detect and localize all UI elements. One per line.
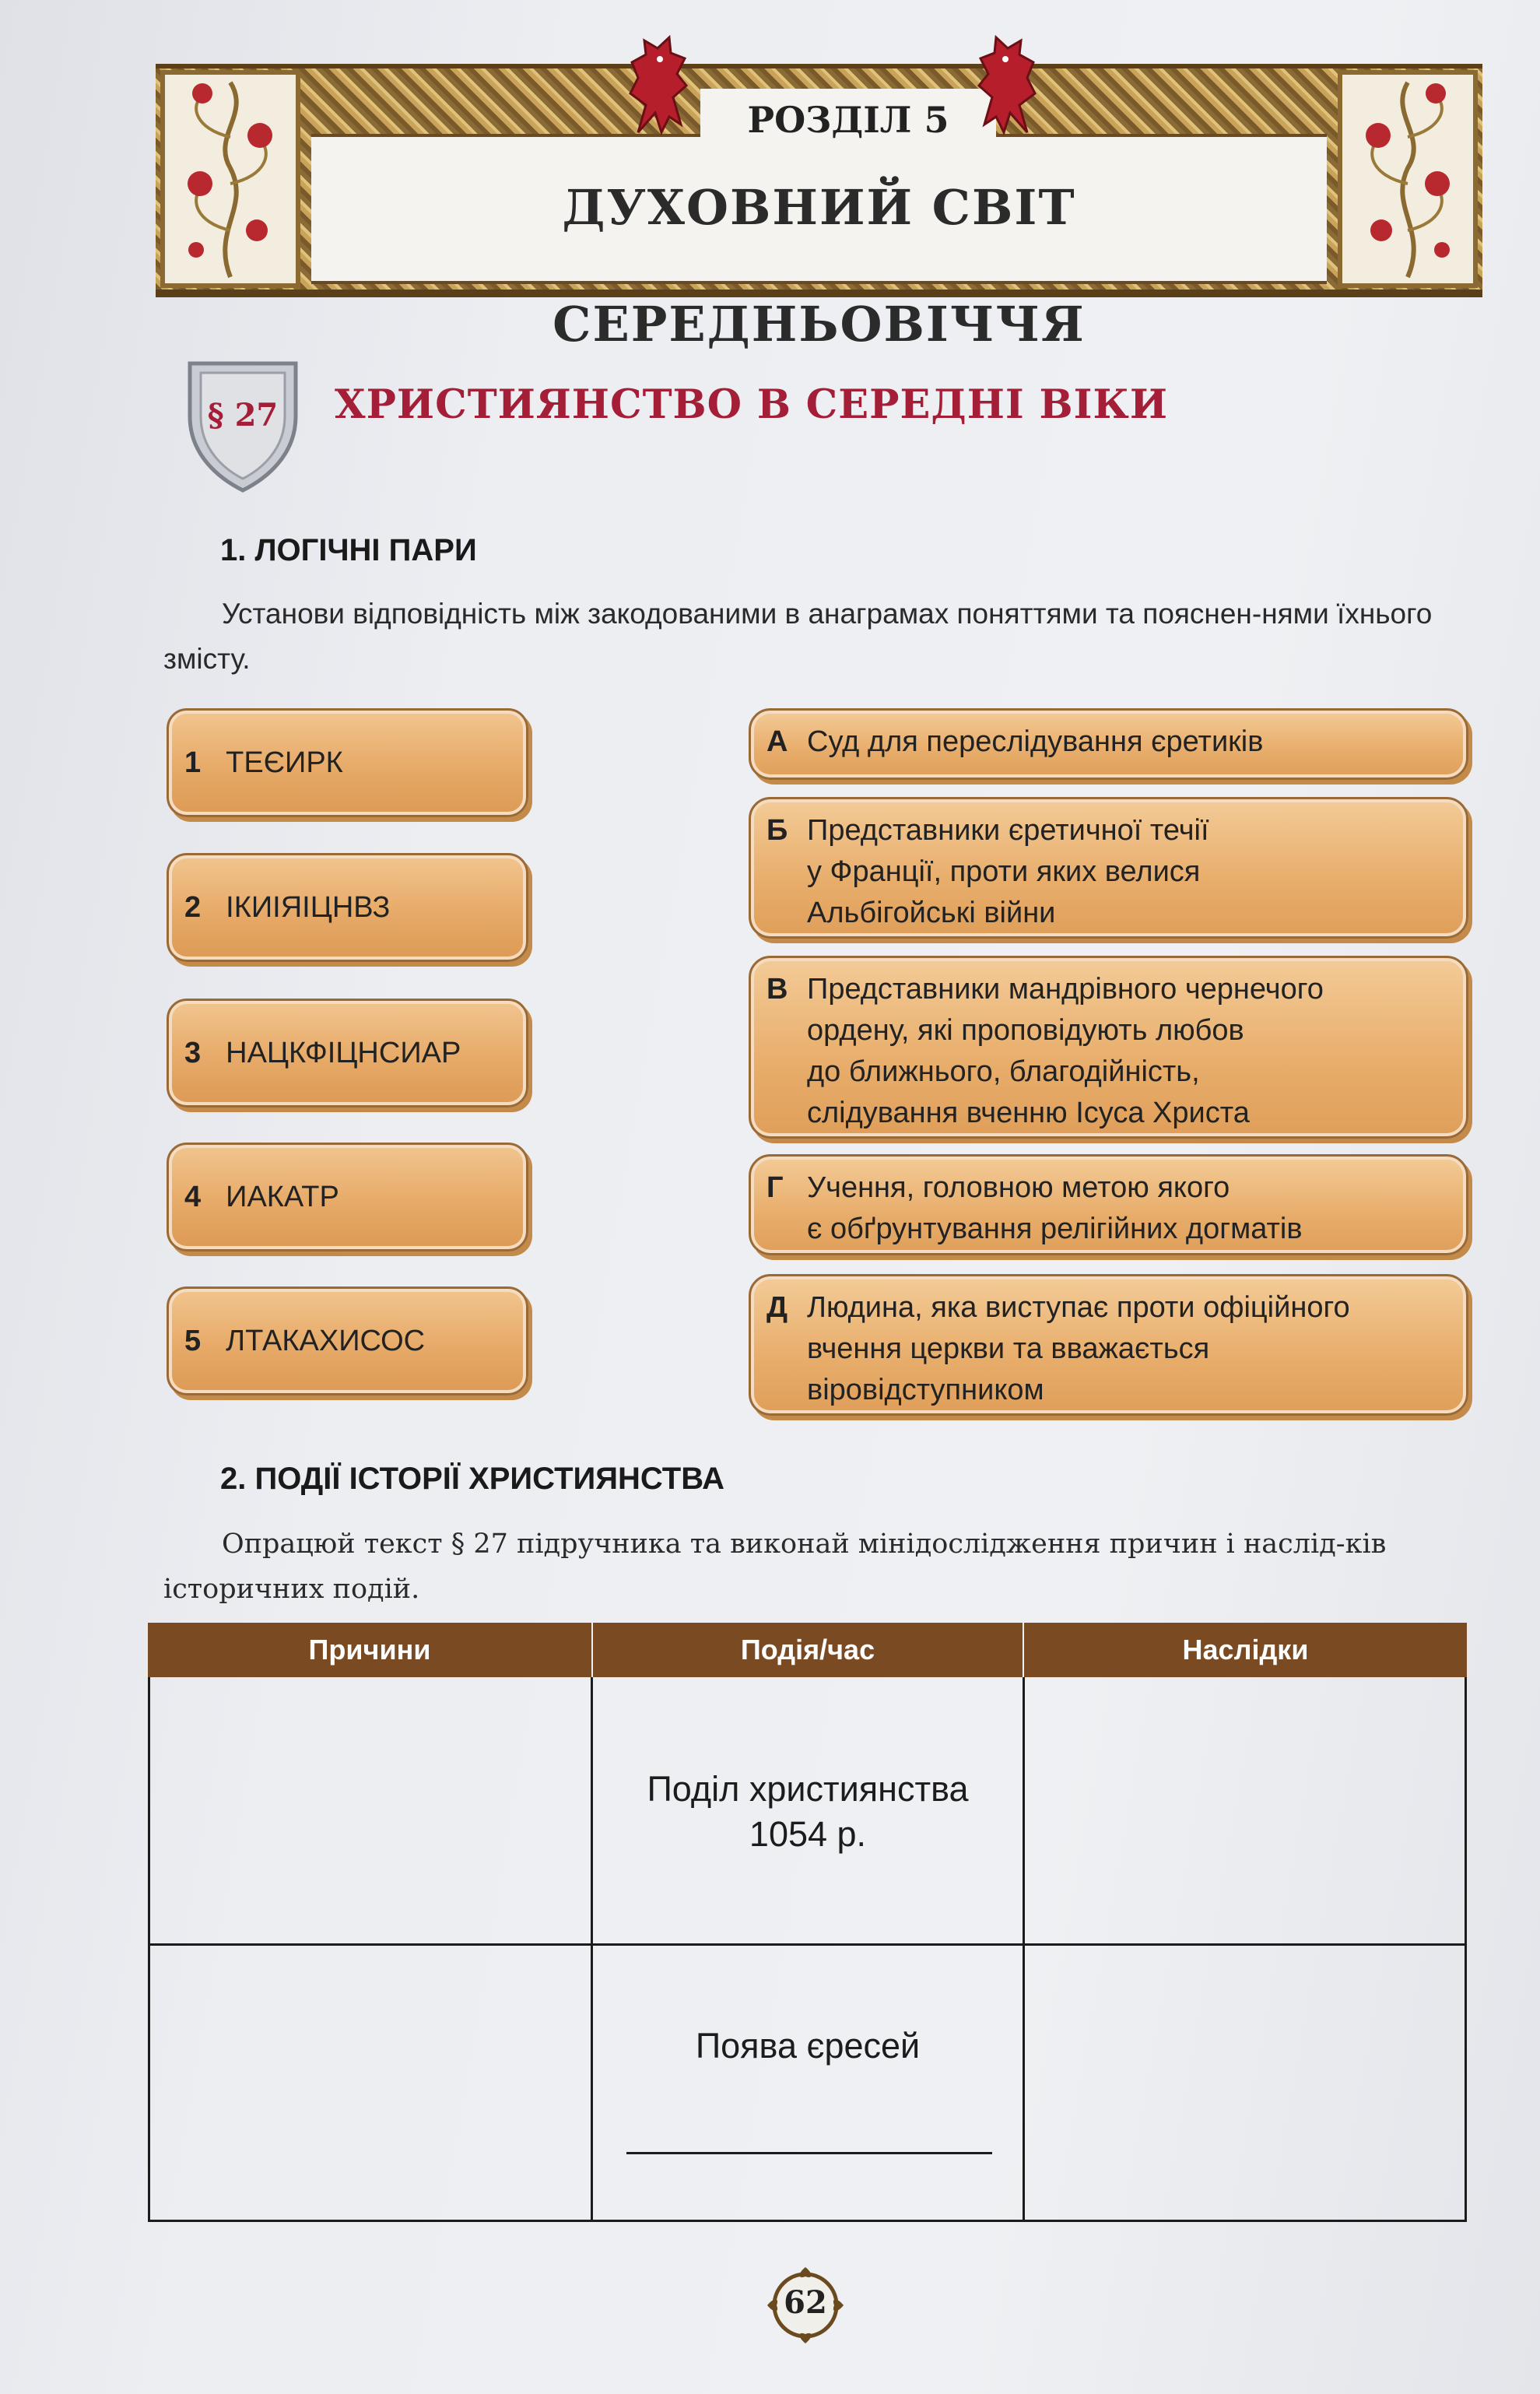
definition-text: Представники єретичної течії у Франції, проти яких велися Альбігойські війни: [807, 814, 1209, 929]
definition-letter: Д: [766, 1291, 788, 1324]
anagram-number: 1: [184, 746, 202, 779]
definition-letter: Б: [766, 814, 788, 847]
heraldic-lion-icon: [615, 31, 700, 140]
date-answer-line[interactable]: [626, 2152, 992, 2154]
anagram-word: ЛТАКАХИСОС: [226, 1324, 426, 1357]
anagram-number: 4: [184, 1180, 202, 1213]
consequence-cell[interactable]: [1025, 1680, 1465, 1943]
anagram-number: 2: [184, 890, 202, 924]
definition-box: [749, 708, 1468, 780]
table-border: [1465, 1677, 1467, 2222]
anagram-box: [167, 708, 528, 817]
column-header-event: Подія/час: [593, 1623, 1023, 1677]
page-number: 62: [784, 2284, 827, 2321]
anagram-box: [167, 999, 528, 1107]
definition-box: [749, 1274, 1468, 1416]
heraldic-lion-icon: [965, 31, 1051, 140]
definition-text: Людина, яка виступає проти офіційного вчення церкви та вважається віровідступником: [807, 1291, 1350, 1406]
column-header-consequences: Наслідки: [1024, 1623, 1467, 1677]
anagram-word: ТЕЄИРК: [226, 746, 343, 779]
cause-cell[interactable]: [150, 1946, 591, 2220]
anagram-word: НАЦКФІЦНСИАР: [226, 1036, 461, 1069]
task2-instruction: Опрацюй текст § 27 підручника та виконай мінідослідження причин і наслід-ків історичних подій.: [163, 1529, 1387, 1605]
section-number: § 27: [207, 397, 279, 434]
definition-letter: В: [766, 973, 788, 1006]
chapter-banner: [156, 64, 1482, 353]
definition-letter: Г: [766, 1171, 784, 1204]
anagram-word: ІКИІЯІЦНВЗ: [226, 890, 391, 924]
floral-ornament-right: [1338, 70, 1478, 288]
task1-heading: 1. ЛОГІЧНІ ПАРИ: [220, 533, 477, 567]
definition-box: [749, 956, 1468, 1139]
chapter-label: РОЗДІЛ 5: [700, 89, 996, 151]
chapter-title: ДУХОВНИЙ СВІТ СЕРЕДНЬОВІЧЧЯ: [553, 179, 1086, 353]
event-cell: Поява єресей: [695, 2026, 921, 2066]
definition-box: [749, 1154, 1468, 1255]
anagram-box: [167, 1287, 528, 1395]
task1-instruction: Установи відповідність між закодованими в анаграмах поняттями та пояснен-нями їхнього змісту.: [163, 598, 1433, 675]
definition-text: Учення, головною метою якого є обґрунтування релігійних догматів: [807, 1171, 1303, 1245]
anagram-box: [167, 1143, 528, 1251]
definition-text: Суд для переслідування єретиків: [807, 725, 1264, 758]
definition-box: [749, 797, 1468, 939]
definition-letter: А: [766, 725, 788, 758]
anagram-number: 3: [184, 1036, 202, 1069]
cause-effect-table: [148, 1623, 1467, 2222]
task2-heading: 2. ПОДІЇ ІСТОРІЇ ХРИСТИЯНСТВА: [220, 1462, 724, 1496]
event-cell: Поділ християнства 1054 р.: [647, 1769, 969, 1854]
anagram-word: ИАКАТР: [226, 1180, 339, 1213]
section-title: ХРИСТИЯНСТВО В СЕРЕДНІ ВІКИ: [335, 381, 1169, 428]
section-shield-badge: [181, 354, 305, 494]
floral-ornament-left: [160, 70, 300, 288]
cause-cell[interactable]: [150, 1680, 591, 1943]
consequence-cell[interactable]: [1025, 1946, 1465, 2220]
anagram-box: [167, 853, 528, 962]
table-border: [148, 2220, 1467, 2222]
definition-text: Представники мандрівного чернечого ордену, які проповідують любов до ближнього, благодійність, слідування вченню Ісуса Христа: [807, 973, 1324, 1129]
table-border: [591, 1677, 593, 2222]
column-header-causes: Причини: [148, 1623, 591, 1677]
anagram-number: 5: [184, 1324, 202, 1357]
